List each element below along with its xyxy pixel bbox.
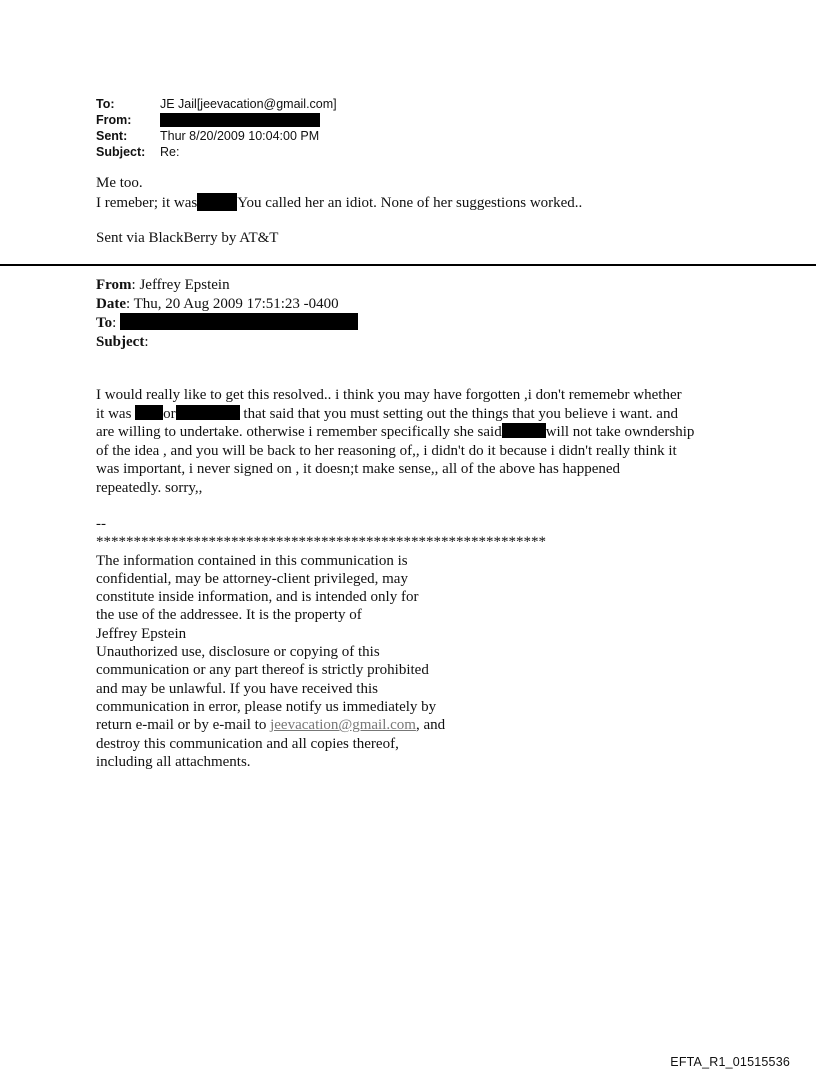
original-header: [96, 276, 358, 351]
signature-separator: --: [96, 516, 106, 532]
original-from-row: [96, 276, 358, 295]
document-id: EFTA_R1_01515536: [670, 1055, 790, 1069]
notice-line: including all attachments.: [96, 753, 251, 770]
notice-line: communication or any part thereof is strictly prohibited: [96, 662, 429, 679]
redaction-box: [120, 313, 358, 330]
body-text: it was: [96, 405, 132, 422]
original-date-row: [96, 295, 358, 314]
notice-line: communication in error, please notify us immediately by: [96, 698, 437, 715]
notice-text: return e-mail or by e-mail to: [96, 717, 271, 734]
body-line: [96, 423, 736, 442]
confidentiality-notice: [96, 515, 546, 771]
original-to-value: :: [112, 315, 117, 331]
email-link[interactable]: jeevacation@gmail.com: [270, 717, 416, 734]
to-label: To:: [96, 97, 115, 111]
original-from-value: : Jeffrey Epstein: [131, 277, 230, 293]
original-to-label: To: [96, 315, 113, 331]
reply-line-2-end: You called her an idiot. None of her suggestions worked..: [237, 195, 583, 211]
subject-value: Re:: [160, 145, 180, 159]
reply-line-2-start: I remeber; it was: [96, 195, 198, 211]
notice-line: constitute inside information, and is intended only for: [96, 589, 419, 606]
notice-line: Jeffrey Epstein: [96, 625, 187, 642]
notice-line: Unauthorized use, disclosure or copying of this: [96, 644, 380, 661]
body-line: I would really like to get this resolved.. i think you may have forgotten ,i don't rememebr whether: [96, 387, 682, 403]
reply-signature: Sent via BlackBerry by AT&T: [96, 230, 279, 246]
asterisk-rule: ************************************************************: [96, 534, 546, 551]
notice-line: The information contained in this communication is: [96, 552, 408, 569]
original-subject-value: :: [144, 333, 149, 350]
original-from-label: From: [96, 277, 132, 293]
original-date-label: Date: [96, 295, 126, 312]
original-date-value: : Thu, 20 Aug 2009 17:51:23 -0400: [126, 295, 339, 312]
body-line: was important, i never signed on , it doesn;t make sense,, all of the above has happened: [96, 461, 621, 477]
body-text: that said that you must setting out the things that you believe i want. and: [243, 405, 678, 422]
to-value: JE Jail[jeevacation@gmail.com]: [160, 97, 337, 111]
body-line: [96, 405, 736, 424]
notice-line: the use of the addressee. It is the property of: [96, 607, 362, 624]
message-divider: [0, 264, 816, 266]
notice-line: confidential, may be attorney-client privileged, may: [96, 570, 408, 587]
redaction-box: [502, 423, 546, 438]
sent-value: Thur 8/20/2009 10:04:00 PM: [160, 129, 320, 143]
original-subject-row: [96, 333, 358, 352]
reply-line-1: Me too.: [96, 175, 143, 191]
sent-row: [96, 128, 337, 144]
from-label: From:: [96, 113, 132, 127]
to-row: [96, 96, 337, 112]
reply-line-2: [96, 193, 582, 213]
redaction-box: [197, 193, 237, 211]
email-header: [96, 96, 337, 160]
redaction-box: [176, 405, 240, 420]
redaction-box: [135, 405, 163, 420]
notice-line: and may be unlawful. If you have received this: [96, 680, 378, 697]
subject-row: [96, 144, 337, 160]
body-line: of the idea , and you will be back to her reasoning of,, i didn't do it because i didn't really think it: [96, 442, 677, 459]
from-row: [96, 112, 337, 128]
notice-text: , and: [415, 717, 446, 734]
body-text: are willing to undertake. otherwise i remember specifically she said: [96, 424, 502, 440]
body-text: or: [163, 405, 176, 422]
original-to-row: [96, 313, 358, 333]
subject-label: Subject:: [96, 145, 146, 159]
notice-line: [96, 716, 546, 734]
original-subject-label: Subject: [96, 333, 145, 350]
body-text: will not take owndership: [545, 424, 695, 440]
reply-body: [96, 174, 582, 248]
body-line: repeatedly. sorry,,: [96, 479, 203, 496]
notice-line: destroy this communication and all copies thereof,: [96, 735, 399, 752]
sent-label: Sent:: [96, 129, 128, 143]
original-body: [96, 386, 736, 497]
redaction-box: [160, 113, 320, 127]
